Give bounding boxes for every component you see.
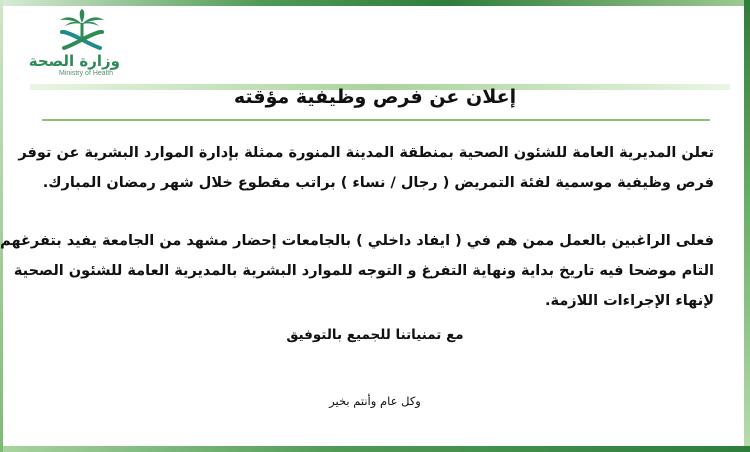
paragraph-line: فرص وظيفية موسمية لفئة التمريض ( رجال / نساء ) براتب مقطوع خلال شهر رمضان المبارك. [42,175,714,191]
frame-top-border [0,0,750,6]
ministry-name-arabic: وزارة الصحة [28,52,120,70]
frame-bottom-border [0,446,750,452]
paragraph-requirements [0,226,714,316]
ministry-logo [22,8,122,78]
paragraph-line: فعلى الراغبين بالعمل ممن هم في ( ايفاد داخلي ) بالجامعات إحضار مشهد من الجامعة يفيد بتفرغهم [0,233,714,249]
palm-swords-emblem-icon [22,8,122,56]
closing-greeting: وكل عام وأنتم بخير [329,394,421,408]
paragraph-line: التام موضحا فيه تاريخ بداية ونهاية التفرغ و التوجه للموارد البشرية بالمديرية العامة للشئون الصحية [13,263,714,279]
ministry-name-english: Ministry of Health [59,70,114,77]
frame-right-border [744,0,750,452]
paragraph-line: لإنهاء الإجراءات اللازمة. [545,293,714,309]
title-underline [42,119,710,121]
paragraph-line: تعلن المديرية العامة للشئون الصحية بمنطقة المدينة المنورة ممثلة بإدارة الموارد البشرية عن توفر [18,145,714,161]
announcement-title: إعلان عن فرص وظيفية مؤقته [233,86,517,108]
paragraph-availability [18,138,714,198]
closing-wishes: مع تمنياتنا للجميع بالتوفيق [286,327,464,343]
